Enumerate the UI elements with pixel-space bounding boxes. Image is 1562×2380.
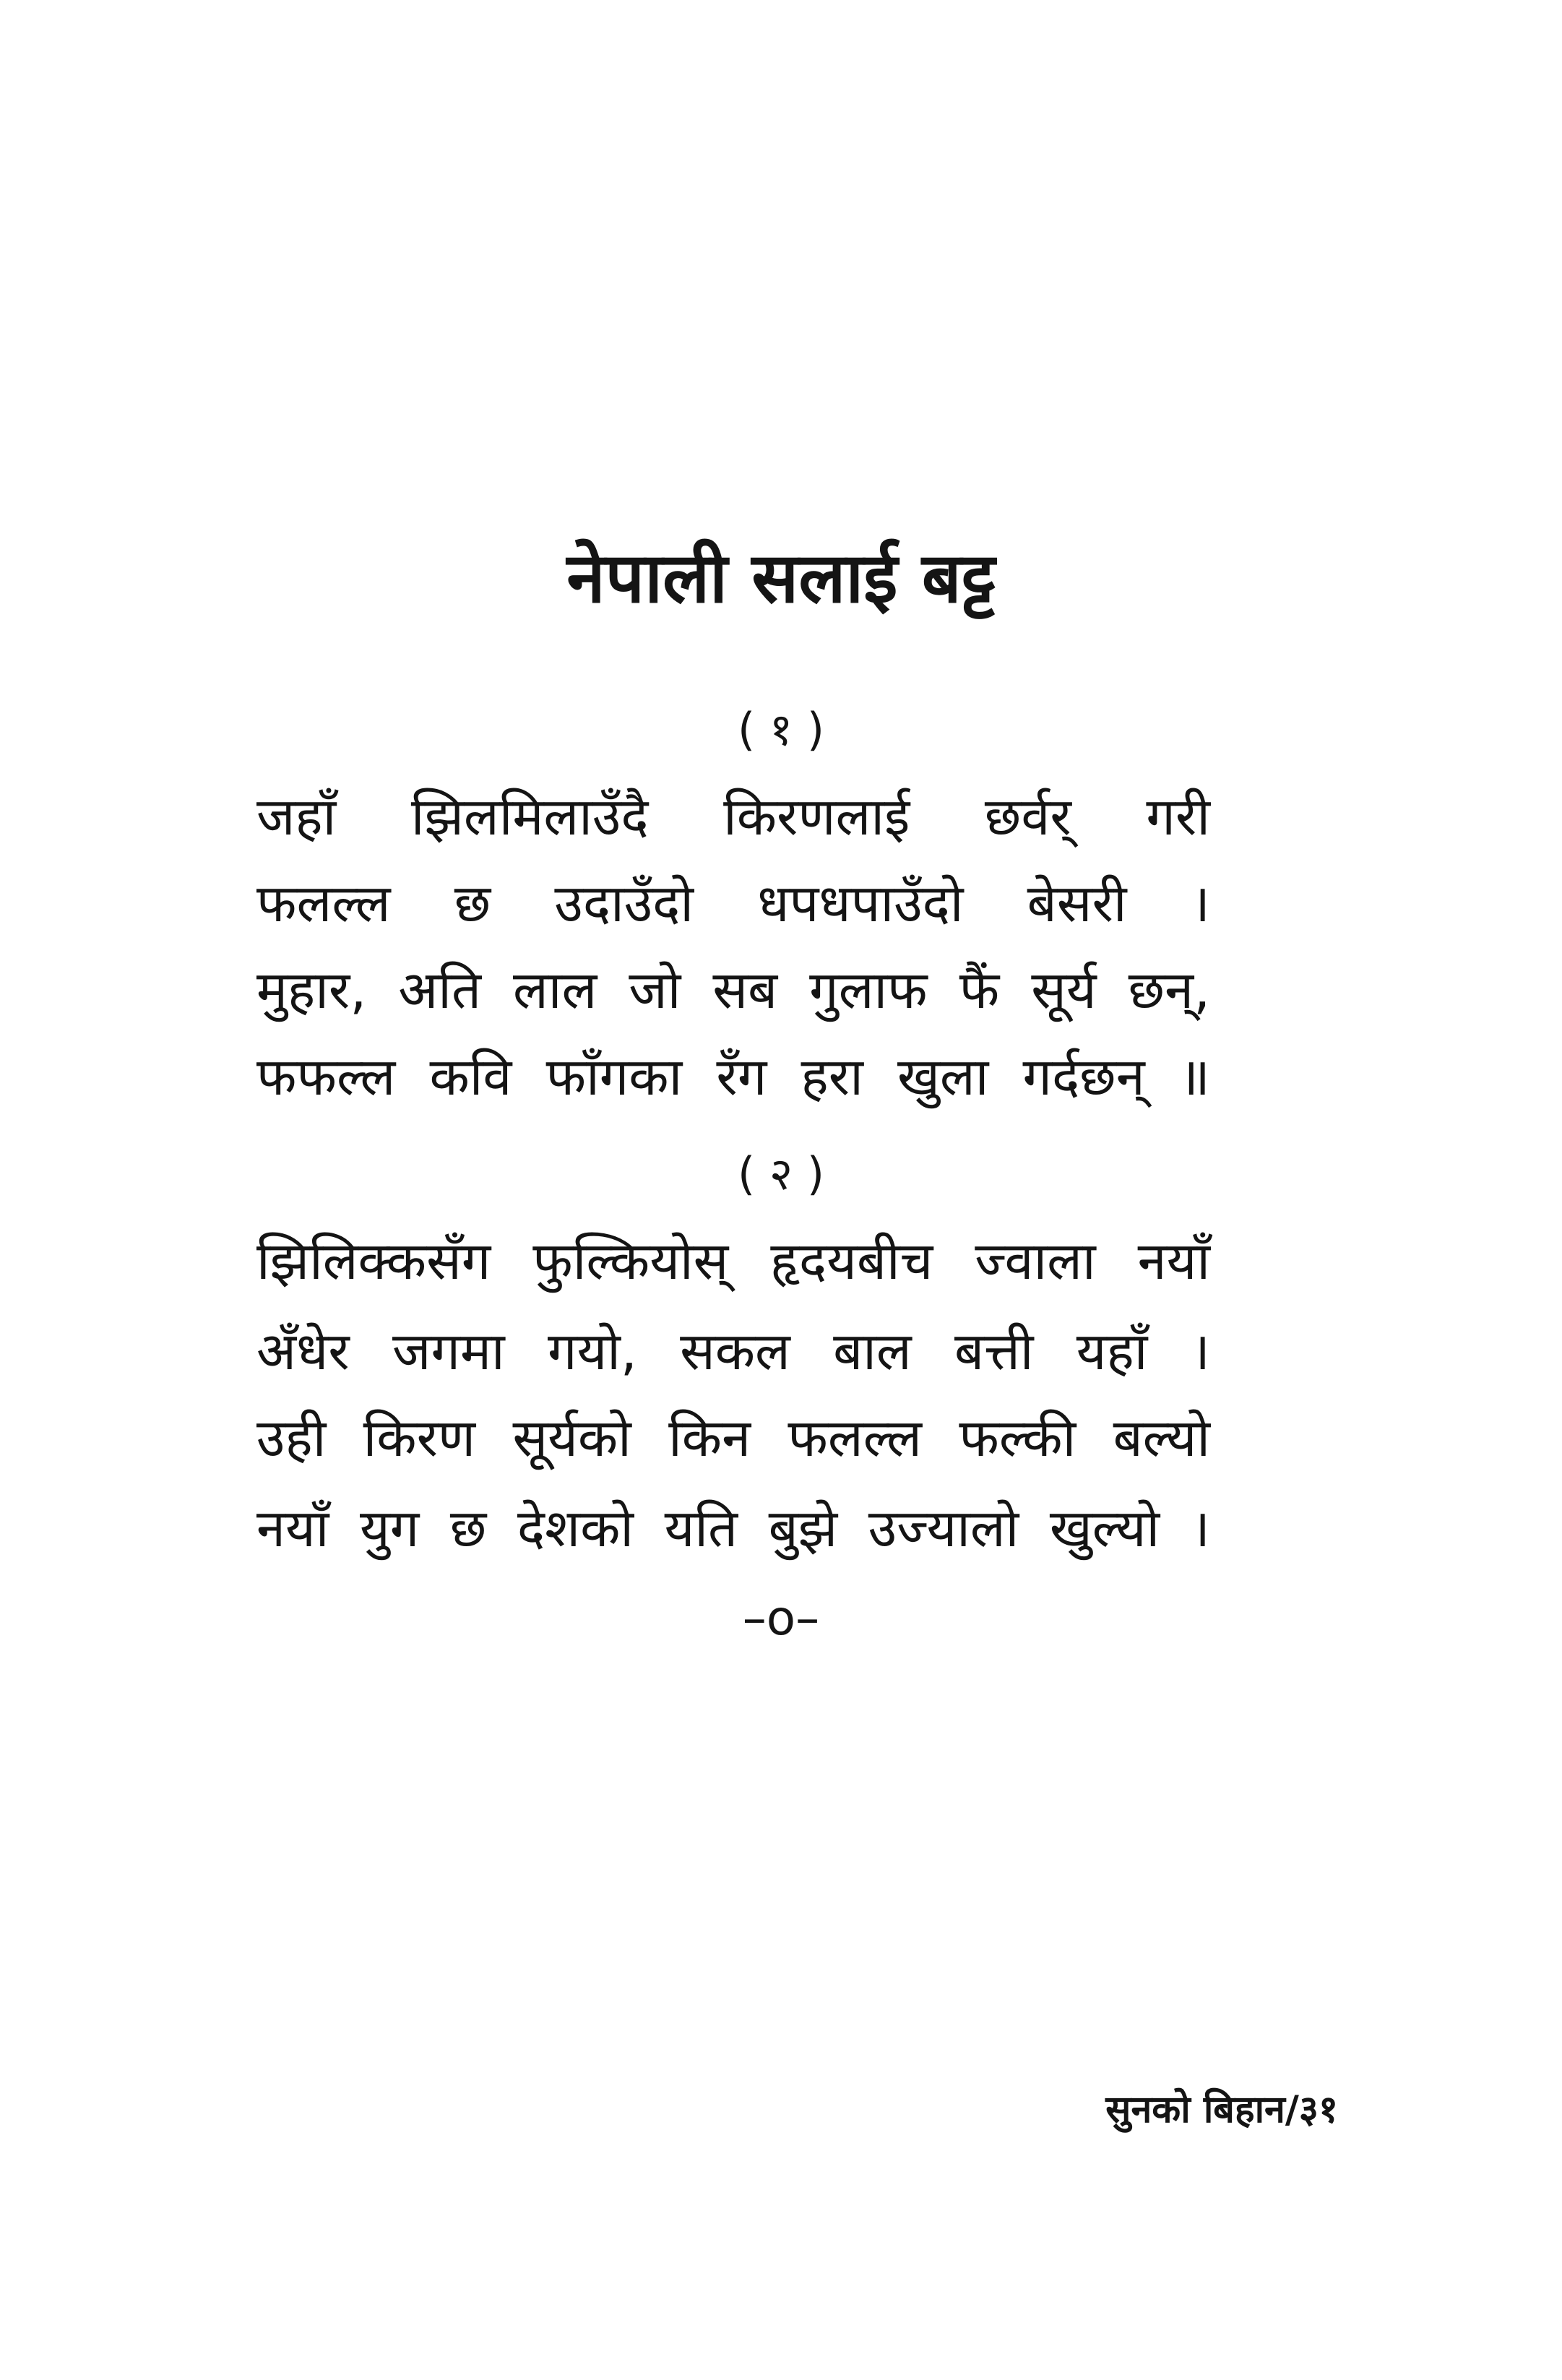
verse-line: फफल्ल कवि फाँगका रँग हरा खुला गर्दछन् ॥ xyxy=(256,1046,1210,1107)
verse-line: मुहार, अति लाल जो सब गुलाफ फैं सूर्य छन्, xyxy=(256,960,1210,1020)
stanza-number: ( १ ) xyxy=(737,703,825,756)
closing-mark: –o– xyxy=(742,1590,820,1646)
verse-line: उही किरण सूर्यको किन फलल्ल फल्की बल्यो xyxy=(256,1407,1210,1468)
verse-line: झिलिक्कसँग फुल्कियोस् हृदयबीच ज्वाला नयाँ xyxy=(256,1230,1210,1291)
verse-line: अँधेर जगमा गयो, सकल बाल बत्ती यहाँ । xyxy=(256,1321,1210,1381)
verse-line: नयाँ युग छ देशको यति बुझे उज्यालो खुल्यो । xyxy=(256,1498,1210,1558)
poem-title: नेपाली सलाई बट्ट xyxy=(566,538,996,618)
stanza-number: ( २ ) xyxy=(737,1147,825,1200)
verse-line: जहाँ झिलमिलाउँदै किरणलाई छर्वर् गरी xyxy=(256,786,1210,847)
verse-line: फलल्ल छ उदाउँदो धपधपाउँदो बेसरी । xyxy=(256,873,1210,934)
page-footer: सुनको बिहान/३१ xyxy=(1105,2088,1338,2131)
